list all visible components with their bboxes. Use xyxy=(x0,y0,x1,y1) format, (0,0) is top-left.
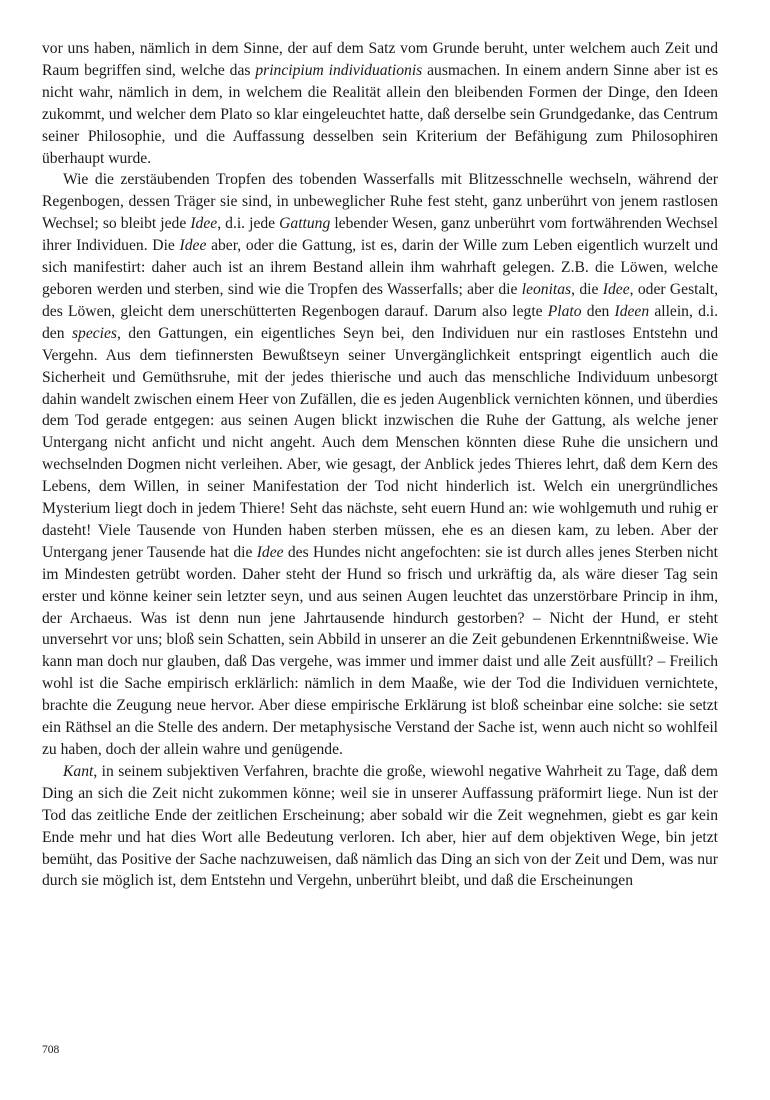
text-run: , den Gattungen, ein eigentliches Seyn bei, den Individuen nur ein rastloses Entstehn und Vergehn. Aus dem tiefinnersten Bewußtseyn seiner Unvergänglichkeit entspringt eigentlich auch die Sicherheit und Gemüthsruhe, mit der jedes thierische und auch das menschliche Individuum unbesorgt dahin wandelt zwischen einem Heer von Zufällen, die es jeden Augenblick vernichten können, und überdies dem Tod gerade entgegen: aus seinen Augen blickt inzwischen die Ruhe der Gattung, als welche jener Untergang nicht anficht und nicht angeht. Auch dem Menschen könnten diese Ruhe die unsichern und wechselnden Dogmen nicht verleihen. Aber, wie gesagt, der Anblick jedes Thieres lehrt, daß dem Kern des Lebens, dem Willen, in seiner Manifestation der Tod nicht hinderlich ist. Welch ein unergründliches Mysterium liegt doch in jedem Thiere! Seht das nächste, seht euern Hund an: wie wohlgemuth und ruhig er dasteht! Viele Tausende von Hunden haben sterben müssen, ehe es an diesen kam, zu leben. Aber der Untergang jener Tausende hat die xyxy=(42,324,719,561)
text-run: aber, oder die Gattung, ist es, darin der Wille zum Leben eigentlich wurzelt und sich manifestirt: daher auch ist an ihrem Bestand allein ihm wahrhaft gelegen. Z.B. die Löwen, welche geboren werden und sterben, sind wie die Tropfen des Wasserfalls; aber die xyxy=(42,237,718,298)
text-run: ausmachen. In einem andern Sinne aber ist es nicht wahr, nämlich in dem, in welchem die Realität allein den bleibenden Formen der Dinge, den Ideen zukommt, und welcher dem Plato so klar eingeleuchtet hatte, daß derselbe sein Grundgedanke, das Centrum seiner Philosophie, und die Auffassung desselben sein Kriterium der Befähigung zum Philosophiren überhaupt wurde. xyxy=(42,61,719,167)
italic-term: Idee xyxy=(179,237,207,255)
text-run: des Hundes nicht angefochten: sie ist durch alles jenes Sterben nicht im Mindesten getrübt worden. Daher steht der Hund so frisch und urkräftig da, als wäre dieser Tag sein erster und könne keiner sein letzter seyn, und aus seinen Augen leuchtet das unzerstörbare Princip in ihm, der Archaeus. Was ist denn nun jene Jahrtausende hindurch gestorben? – Nicht der Hund, er steht unversehrt vor uns; bloß sein Schatten, sein Abbild in unserer an die Zeit gebundenen Erkenntnißweise. Wie kann man doch nur glauben, daß Das vergehe, was immer und immer daist und alle Zeit ausfüllt? – Freilich wohl ist die Sache empirisch erklärlich: nämlich in dem Maaße, wie der Tod die Individuen vernichtete, brachte die Zeugung neue hervor. Aber diese empirische Erklärung ist bloß scheinbar eine solche: sie setzt ein Räthsel an die Stelle des andern. Der metaphysische Verstand der Sache ist, wenn auch nicht so wohlfeil zu haben, doch der allein wahre und genügende. xyxy=(42,543,719,758)
italic-term: leonitas xyxy=(521,280,572,298)
paragraph-1 xyxy=(42,38,718,169)
italic-term: Ideen xyxy=(614,302,650,320)
italic-term: Idee xyxy=(602,280,630,298)
italic-term: species xyxy=(71,324,117,342)
text-run: , die xyxy=(571,280,603,298)
text-run: den xyxy=(581,302,615,320)
page-body xyxy=(42,38,718,892)
italic-term: Kant xyxy=(63,762,94,780)
paragraph-3 xyxy=(42,761,718,892)
text-run: , d.i. jede xyxy=(217,215,280,233)
italic-term: Gattung xyxy=(279,215,331,233)
italic-term: principium individuationis xyxy=(255,61,423,79)
italic-term: Plato xyxy=(547,302,582,320)
page-number: 708 xyxy=(42,1044,60,1056)
text-run: Wie die zerstäubenden Tropfen des tobenden Wasserfalls mit Blitzesschnelle wechseln, während der Regenbogen, dessen Träger sie sind, in unbeweglicher Ruhe fest steht, ganz unberührt von jenem rastlosen Wechsel; so bleibt jede xyxy=(42,171,718,233)
text-run: vor uns haben, nämlich in dem Sinne, der auf dem Satz vom Grunde beruht, unter welchem auch Zeit und Raum begriffen sind, welche das xyxy=(42,40,718,79)
text-run: lebender Wesen, ganz unberührt vom fortwährenden Wechsel ihrer Individuen. Die xyxy=(42,215,718,255)
paragraph-2 xyxy=(42,169,718,760)
italic-term: Idee xyxy=(190,215,218,233)
text-run: allein, d.i. den xyxy=(42,302,719,342)
text-run: , oder Gestalt, des Löwen, gleicht dem unerschütterten Regenbogen darauf. Darum also legte xyxy=(42,280,718,320)
text-run: , in seinem subjektiven Verfahren, brachte die große, wiewohl negative Wahrheit zu Tage, daß dem Ding an sich die Zeit nicht zukommen könne; weil sie in unserer Auffassung präformirt liege. Nun ist der Tod das zeitliche Ende der zeitlichen Erscheinung; aber sobald wir die Zeit wegnehmen, giebt es gar kein Ende mehr und hat dies Wort alle Bedeutung verloren. Ich aber, hier auf dem objektiven Wege, bin jetzt bemüht, das Positive der Sache nachzuweisen, daß nämlich das Ding an sich von der Zeit und Dem, was nur durch sie möglich ist, dem Entstehn und Vergehn, unberührt bleibt, und daß die Erscheinungen xyxy=(42,762,718,890)
italic-term: Idee xyxy=(256,543,284,561)
